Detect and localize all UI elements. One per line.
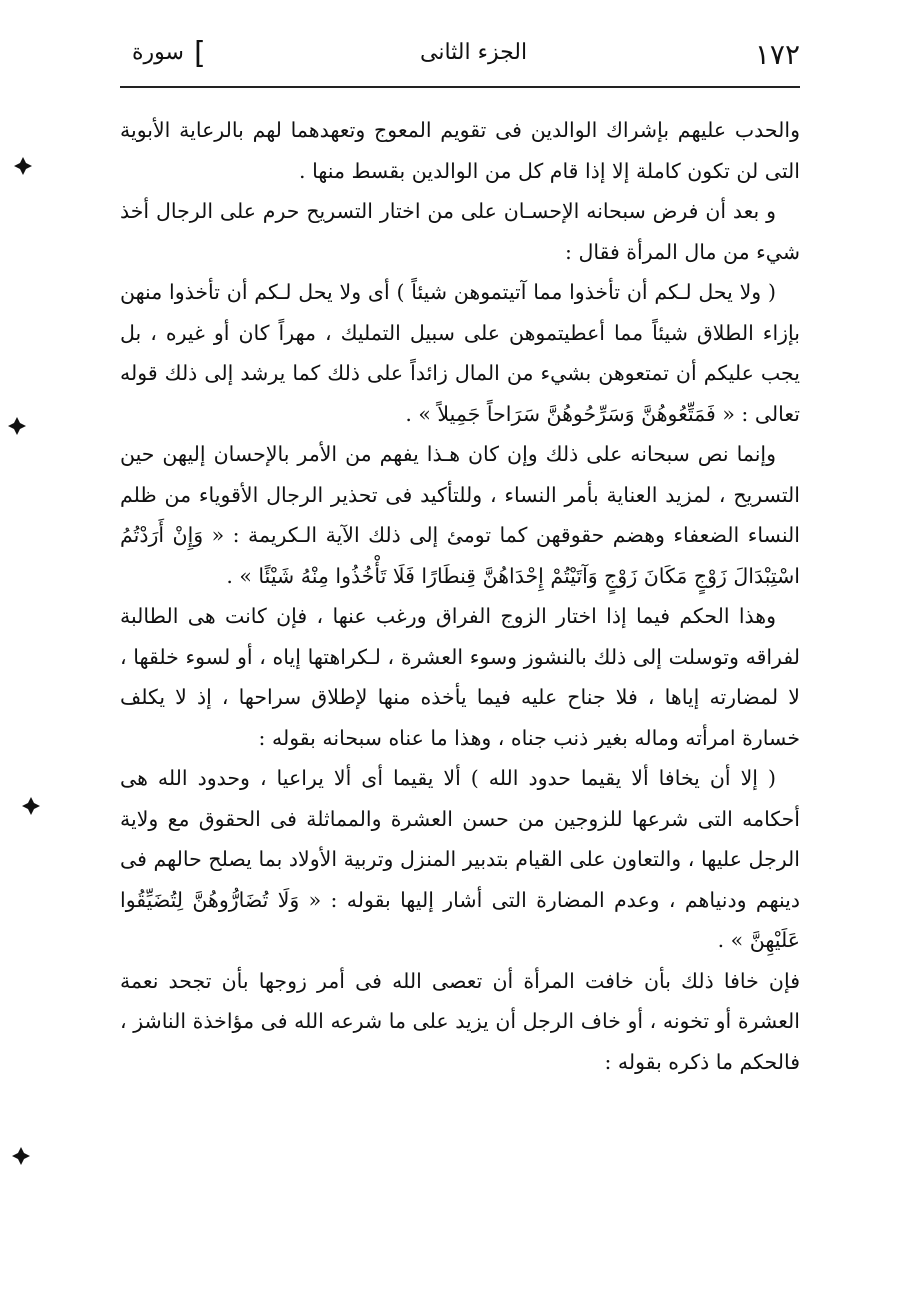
header-rule: [120, 86, 800, 88]
surah-label: سورة: [132, 40, 184, 65]
paragraph-6: ( إلا أن يخافا ألا يقيما حدود الله ) ألا يقيما أى ألا يراعيا ، وحدود الله هى أحكامه التى شرعها للزوجين من حسن العشرة والمماثلة فى الحقوق مع ولاية الرجل عليها ، والتعاون على القيام بتدبير المنزل وتربية الأولاد بما يصلح حالهم فى دينهم ودنياهم ، وعدم المضارة التى أشار إليها بقوله : « وَلَا تُضَارُّوهُنَّ لِتُضَيِّقُوا عَلَيْهِنَّ » .: [120, 766, 800, 952]
ornament-mark-icon: [6, 415, 28, 437]
surah-bracket: [: [194, 36, 206, 71]
paragraph-5: وهذا الحكم فيما إذا اختار الزوج الفراق ورغب عنها ، فإن كانت هى الطالبة لفراقه وتوسلت إلى ذلك بالنشوز وسوء العشرة ، لـكراهتها إياه ، أو لسوء خلقها ، لا لمضارته إياها ، فلا جناح عليه فيما يأخذه منها لإطلاق سراحها ، إذ لا يكلف خسارة امرأته وماله بغير ذنب جناه ، وهذا ما عناه سبحانه بقوله :: [120, 604, 800, 750]
paragraph-1: والحدب عليهم بإشراك الوالدين فى تقويم المعوج وتعهدهما لهم بالرعاية الأبوية التى لن تكون كاملة إلا إذا قام كل من الوالدين بقسط منها .: [120, 118, 800, 183]
ornament-mark-icon: [12, 155, 34, 177]
running-title: الجزء الثانى: [420, 40, 528, 65]
ornament-mark-icon: [20, 795, 42, 817]
paragraph-4: وإنما نص سبحانه على ذلك وإن كان هـذا يفهم من الأمر بالإحسان إليهن حين التسريح ، لمزيد العناية بأمر النساء ، وللتأكيد فى تحذير الرجال الأقوياء من ظلم النساء الضعفاء وهضم حقوقهن كما تومئ إلى ذلك الآية الـكريمة : « وَإِنْ أَرَدْتُمُ اسْتِبْدَالَ زَوْجٍ مَكَانَ زَوْجٍ وَآتَيْتُمْ إِحْدَاهُنَّ قِنطَارًا فَلَا تَأْخُذُوا مِنْهُ شَيْئًا » .: [120, 442, 800, 588]
body-text: [120, 110, 800, 1082]
paragraph-2: و بعد أن فرض سبحانه الإحسـان على من اختار التسريح حرم على الرجال أخذ شيء من مال المرأة فقال :: [120, 199, 800, 264]
page-number: ١٧٢: [754, 38, 800, 71]
page-header: [120, 28, 800, 88]
ornament-mark-icon: [10, 1145, 32, 1167]
paragraph-7: فإن خافا ذلك بأن خافت المرأة أن تعصى الله فى أمر زوجها بأن تجحد نعمة العشرة أو تخونه ، أو خاف الرجل أن يزيد على ما شرعه الله فى مؤاخذة الناشز ، فالحكم ما ذكره بقوله :: [120, 968, 800, 1074]
paragraph-3: ( ولا يحل لـكم أن تأخذوا مما آتيتموهن شيئاً ) أى ولا يحل لـكم أن تأخذوا منهن بإزاء الطلاق شيئاً مما أعطيتموهن على سبيل التمليك ، مهراً كان أو غيره ، بل يجب عليكم أن تمتعوهن بشيء من المال زائداً على ذلك كما يرشد إلى ذلك قوله تعالى : « فَمَتِّعُوهُنَّ وَسَرِّحُوهُنَّ سَرَاحاً جَمِيلاً » .: [120, 280, 800, 426]
